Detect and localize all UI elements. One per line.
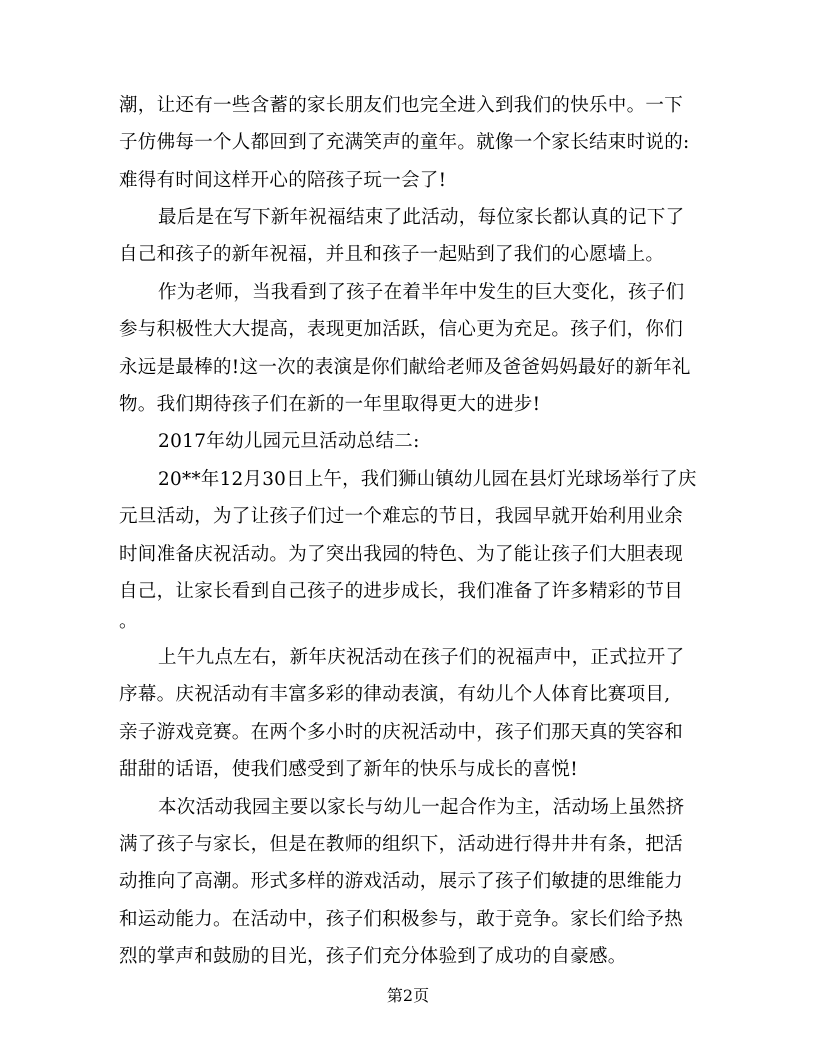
- page-number: 第2页: [386, 986, 430, 1005]
- text-line: 满了孩子与家长，但是在教师的组织下，活动进行得井井有条，把活: [119, 834, 684, 855]
- text-line: 甜甜的话语，使我们感受到了新年的快乐与成长的喜悦!: [119, 759, 578, 780]
- text-line: 自己和孩子的新年祝福，并且和孩子一起贴到了我们的心愿墙上。: [119, 244, 665, 265]
- text-line: 动推向了高潮。形式多样的游戏活动，展示了孩子们敏捷的思维能力: [119, 871, 684, 892]
- text-line: 永远是最棒的!这一次的表演是你们献给老师及爸爸妈妈最好的新年礼: [119, 357, 691, 378]
- text-line: 作为老师，当我看到了孩子在着半年中发生的巨大变化，孩子们: [158, 282, 685, 303]
- text-line: 亲子游戏竞赛。在两个多小时的庆祝活动中，孩子们那天真的笑容和: [119, 722, 684, 743]
- text-line: 本次活动我园主要以家长与幼儿一起合作为主，活动场上虽然挤: [158, 797, 685, 818]
- text-line: 最后是在写下新年祝福结束了此活动，每位家长都认真的记下了: [158, 207, 685, 228]
- text-line: 潮，让还有一些含蓄的家长朋友们也完全进入到我们的快乐中。一下: [119, 95, 684, 116]
- text-line: 上午九点左右，新年庆祝活动在孩子们的祝福声中，正式拉开了: [158, 647, 685, 668]
- text-line: 时间准备庆祝活动。为了突出我园的特色、为了能让孩子们大胆表现: [119, 544, 684, 565]
- text-line: 自己，让家长看到自己孩子的进步成长，我们准备了许多精彩的节目: [119, 581, 684, 602]
- text-line: 和运动能力。在活动中，孩子们积极参与，敢于竞争。家长们给予热: [119, 909, 684, 930]
- text-line: 参与积极性大大提高，表现更加活跃，信心更为充足。孩子们，你们: [119, 319, 684, 340]
- text-line: 难得有时间这样开心的陪孩子玩一会了!: [119, 170, 447, 191]
- text-line: 20**年12月30日上午，我们狮山镇幼儿园在县灯光球场举行了庆: [158, 469, 697, 490]
- text-line: 物。我们期待孩子们在新的一年里取得更大的进步!: [119, 394, 541, 415]
- text-line: 烈的掌声和鼓励的目光，孩子们充分体验到了成功的自豪感。: [119, 946, 627, 967]
- text-line: 。: [119, 611, 138, 632]
- section-heading: 2017年幼儿园元旦活动总结二:: [158, 431, 420, 452]
- text-line: 元旦活动，为了让孩子们过一个难忘的节日，我园早就开始利用业余: [119, 506, 684, 527]
- text-line: 子仿佛每一个人都回到了充满笑声的童年。就像一个家长结束时说的:: [119, 132, 690, 153]
- text-line: 序幕。庆祝活动有丰富多彩的律动表演，有幼儿个人体育比赛项目,: [119, 684, 671, 705]
